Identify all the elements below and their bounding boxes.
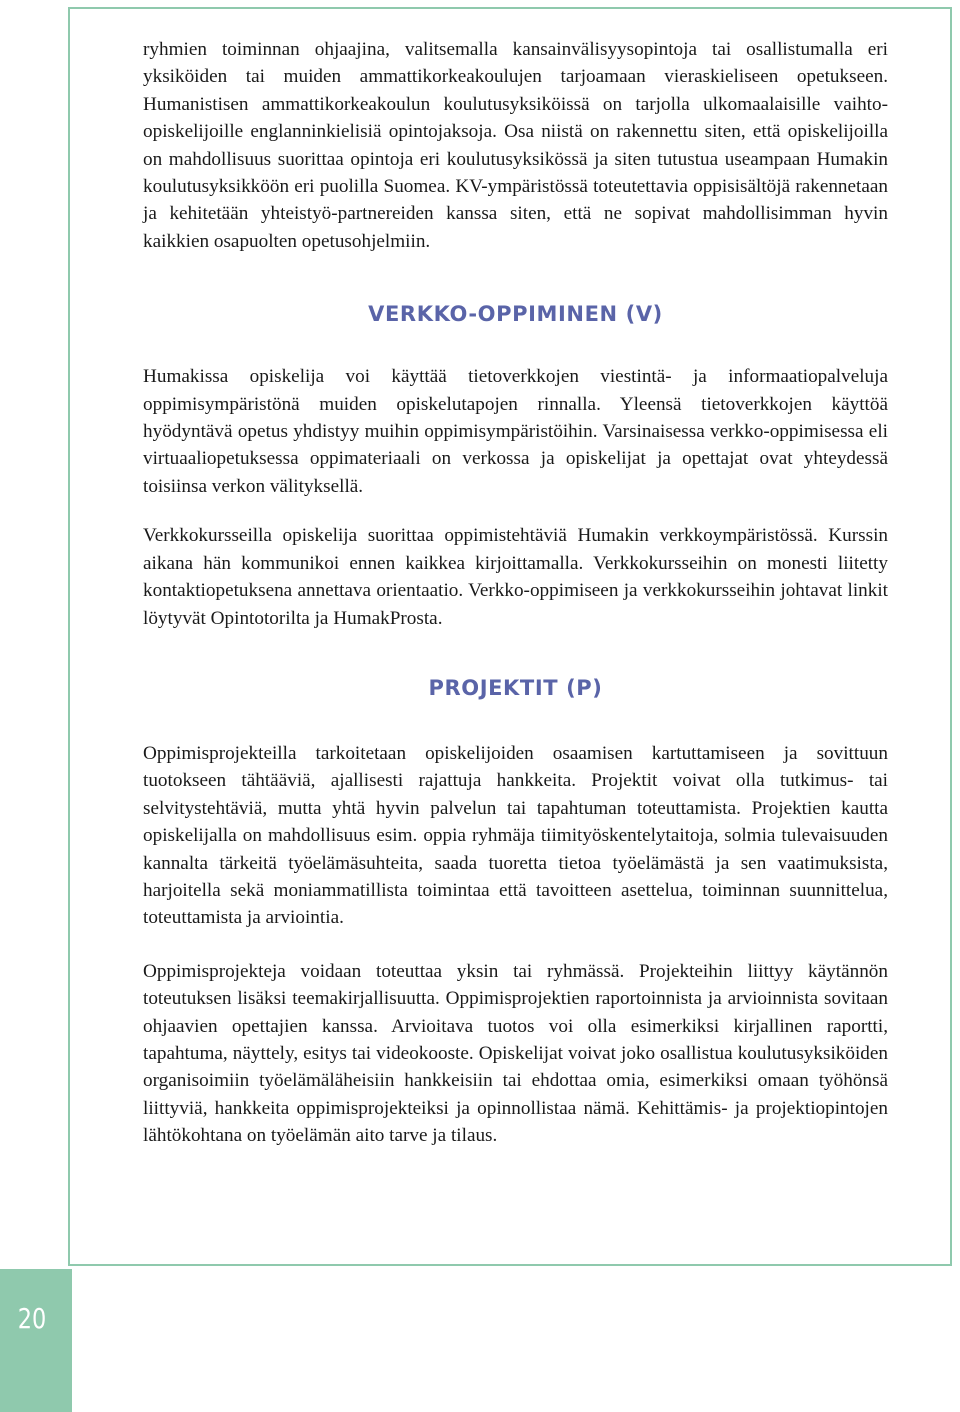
section-heading-projektit: PROJEKTIT (P) [428, 675, 603, 700]
section-heading-verkko-oppiminen: VERKKO-OPPIMINEN (V) [368, 302, 663, 327]
projektit-paragraph-2: Oppimisprojekteja voidaan toteuttaa yksin tai ryhmässä. Projekteihin liittyy käytännön toteutuksen lisäksi teemakirjallisuutta. Oppimisprojektien raportoinnista ja arvioinnista sovitaan ohjaavien opettajien kanssa. Arvioitava tuotos voi olla esimerkiksi kirjallinen raportti, tapahtuma, näyttely, esitys tai videokooste. Opiskelijat voivat joko osallistua koulutusyksiköiden organisoimiin työelämäläheisiin hankkeisiin tai ehdottaa omia, esimerkiksi omaan työhönsä liittyviä, hankkeita oppimisprojekteiksi ja opinnollistaa nämä. Kehittämis- ja projektiopintojen lähtökohtana on työelämän aito tarve ja tilaus. [143, 960, 888, 1147]
verkko-paragraph-2: Verkkokursseilla opiskelija suorittaa oppimistehtäviä Humakin verkkoympäristössä. Kurssin aikana hän kommunikoi ennen kaikkea kirjoittamalla. Verkkokursseihin on monesti liitetty kontaktiopetuksena annettava orientaatio. Verkko-oppimiseen ja verkkokursseihin johtavat linkit löytyvät Opintotorilta ja HumakProsta. [143, 525, 888, 629]
page-number-tab [0, 1269, 72, 1412]
projektit-paragraph-1: Oppimisprojekteilla tarkoitetaan opiskelijoiden osaamisen kartuttamiseen ja sovittuun tuotokseen tähtääviä, ajallisesti rajattuja hankkeita. Projektit voivat olla tutkimus- tai selvitystehtäviä, mutta yhtä hyvin palvelun tai tapahtuman toteuttamista. Projektien kautta opiskelijalla on mahdollisuus esim. oppia ryhmäja tiimityöskentelytaitoja, solmia tulevaisuuden kannalta tärkeitä työelämäsuhteita, saada tuoretta tietoa työelämästä ja sen vaatimuksista, harjoitella sekä moniammatillista toimintaa että tavoitteen asettelua, toiminnan suunnittelua, toteuttamista ja arviointia. [143, 742, 888, 929]
verkko-paragraph-1: Humakissa opiskelija voi käyttää tietoverkkojen viestintä- ja informaatiopalveluja oppimisympäristönä muiden opiskelutapojen rinnalla. Yleensä tietoverkkojen käyttöä hyödyntävä opetus yhdistyy muihin oppimisympäristöihin. Varsinaisessa verkko-oppimisessa eli virtuaaliopetuksessa oppimateriaali on verkossa ja opiskelijat ja opettajat ovat yhteydessä toisiinsa verkon välityksellä. [143, 366, 888, 497]
page-number: 20 [17, 1302, 47, 1335]
intro-paragraph: ryhmien toiminnan ohjaajina, valitsemalla kansainvälisyysopintoja tai osallistumalla eri yksiköiden tai muiden ammattikorkeakoulujen tarjoamaan vieraskieliseen opetukseen. Humanistisen ammattikorkeakoulun koulutusyksiköissä on tarjolla ulkomaalaisille vaihto-opiskelijoille englanninkielisiä opintojaksoja. Osa niistä on rakennettu siten, että opiskelijoilla on mahdollisuus suorittaa opintoja eri koulutusyksikössä ja siten tutustua useampaan Humakin koulutusyksikköön eri puolilla Suomea. KV-ympäristössä toteutettavia oppisisältöjä rakennetaan ja kehitetään yhteistyö-partnereiden kanssa siten, että ne sopivat mahdollisimman hyvin kaikkien osapuolten opetusohjelmiin. [143, 39, 888, 252]
page-content [143, 36, 888, 1150]
